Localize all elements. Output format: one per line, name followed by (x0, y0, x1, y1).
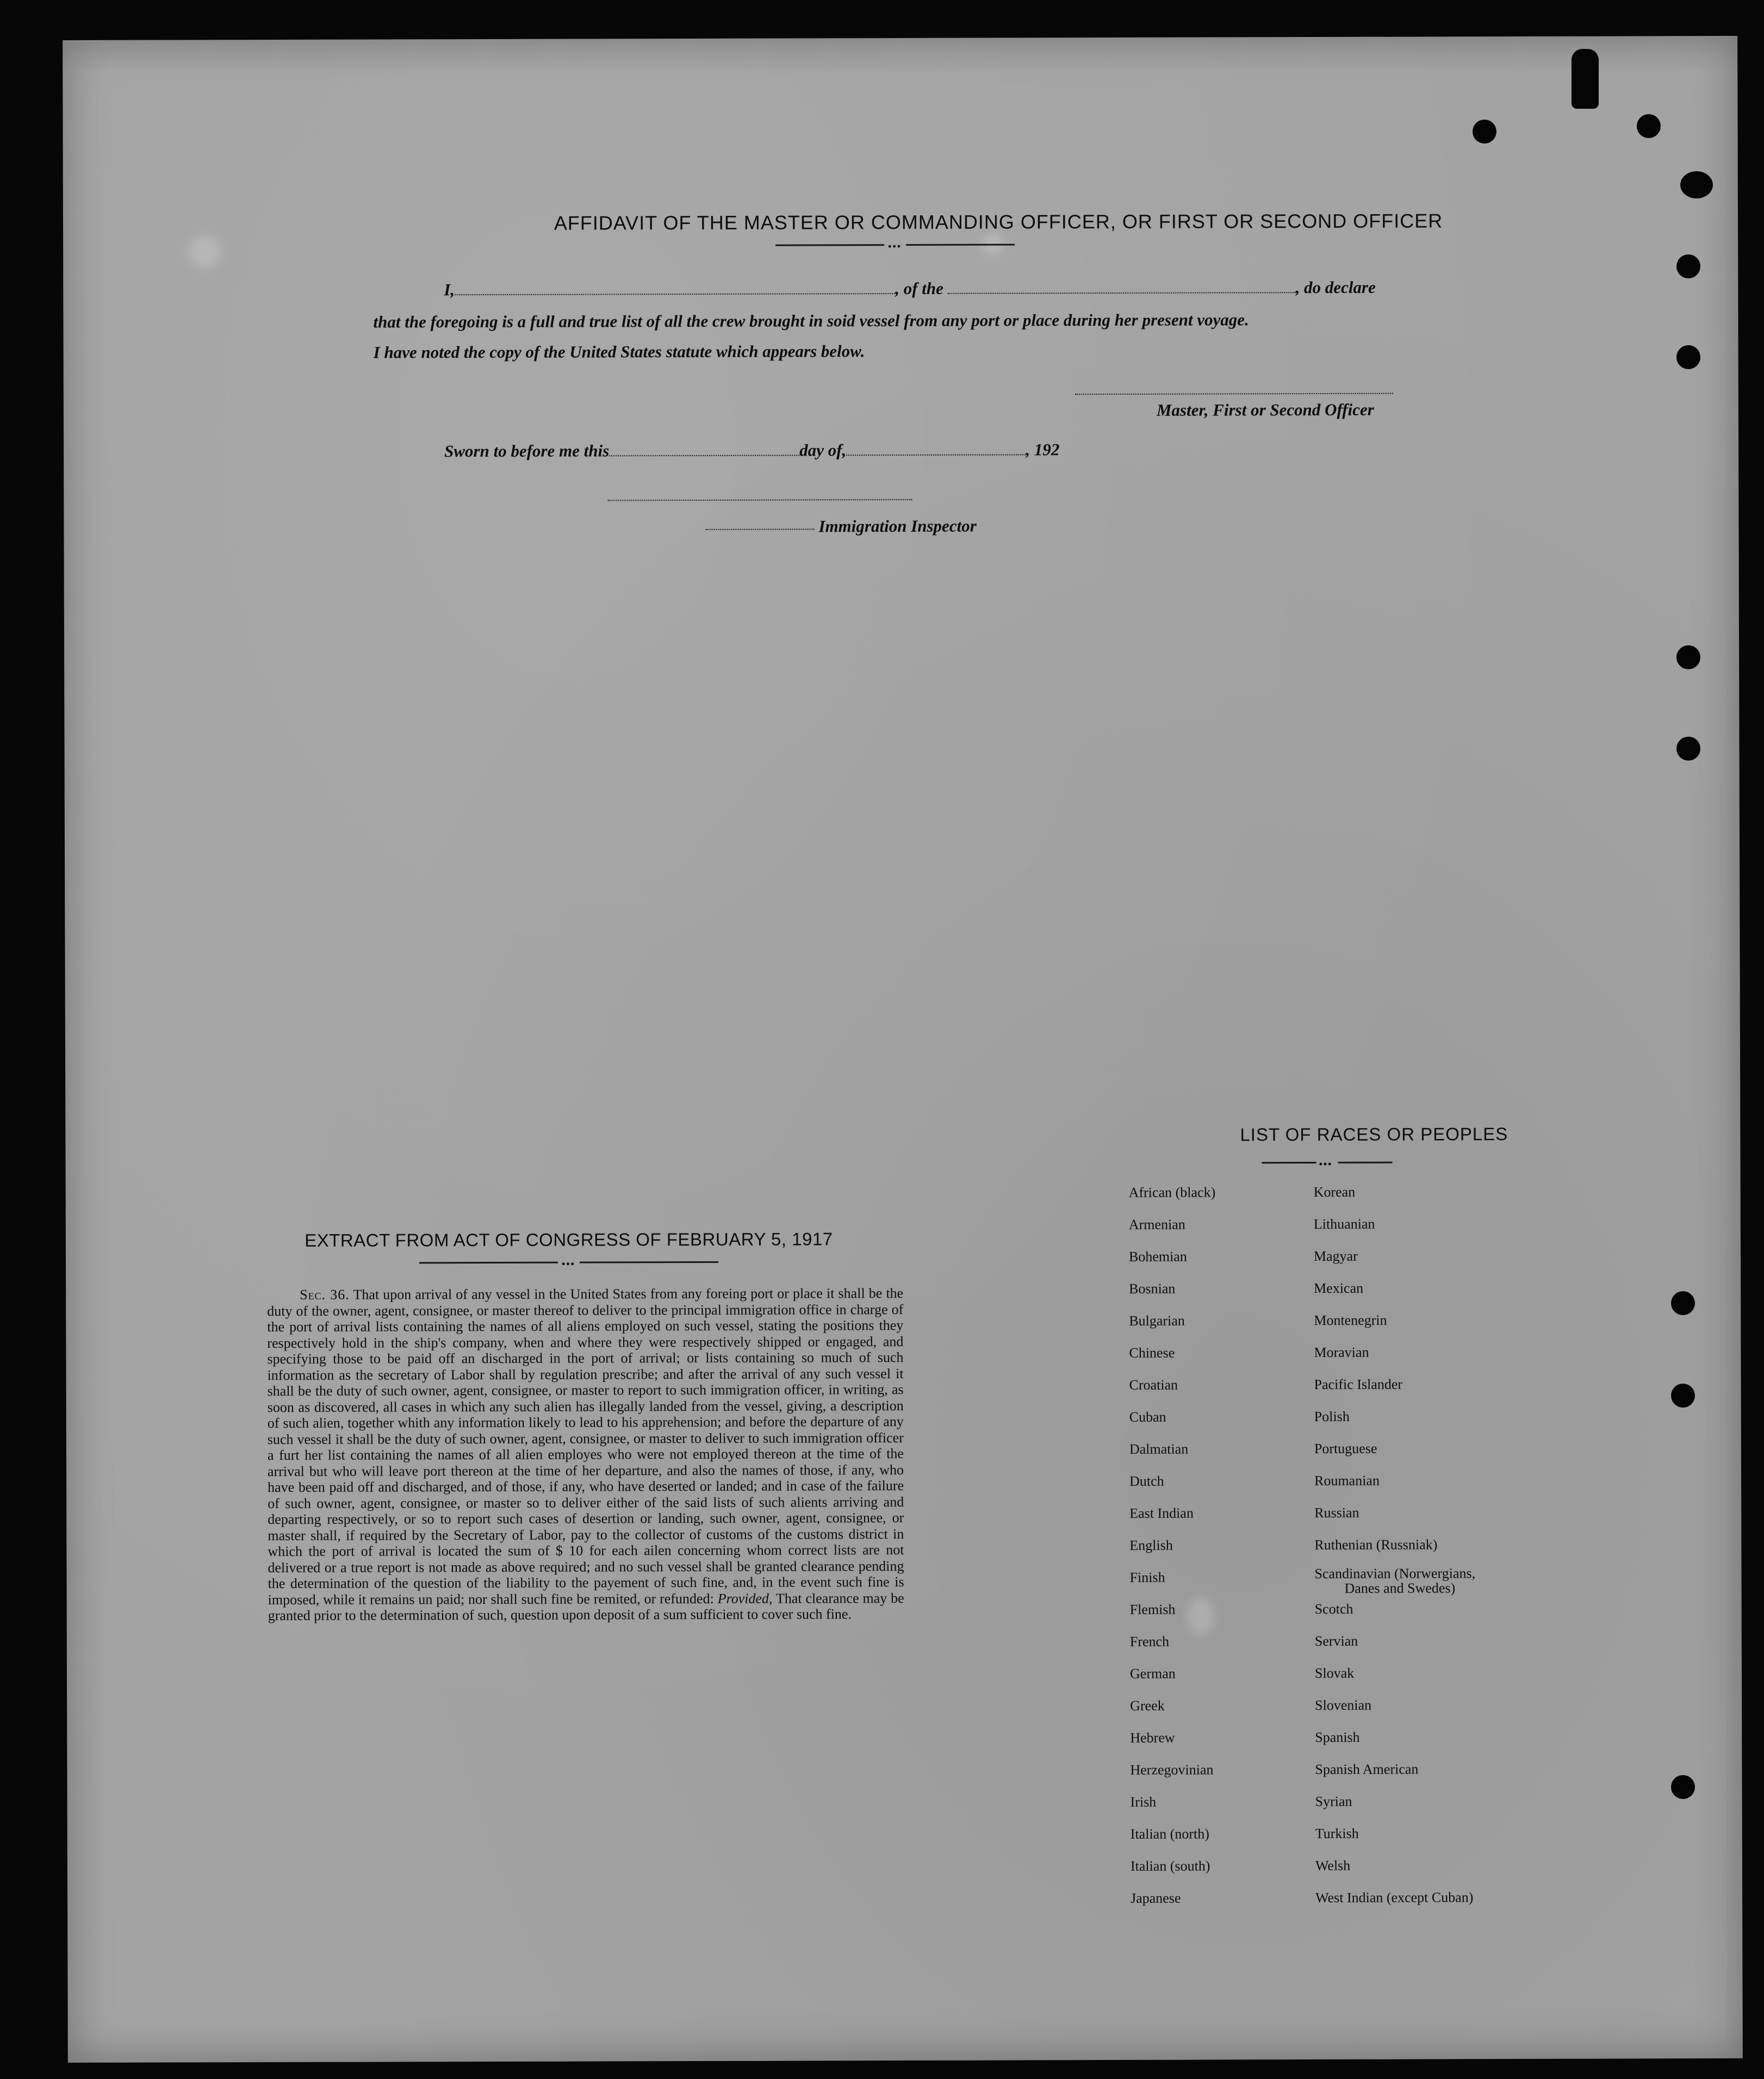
punch-hole (1680, 171, 1713, 198)
race-item: Pacific Islander (1314, 1376, 1403, 1393)
master-signature-line[interactable] (1075, 393, 1393, 395)
race-item: Spanish American (1315, 1761, 1419, 1778)
race-item: Turkish (1315, 1825, 1359, 1842)
sworn-day-field[interactable] (609, 454, 799, 456)
race-item: Scandinavian (Norwergians, (1314, 1565, 1476, 1582)
race-item: Bulgarian (1129, 1312, 1185, 1329)
affidavit-declare-label: , do declare (1295, 277, 1376, 297)
race-item: Russian (1314, 1504, 1359, 1521)
affidavit-ornament: ••• (775, 239, 1015, 250)
punch-hole (1637, 114, 1661, 138)
inspector-signature-line[interactable] (705, 528, 814, 530)
binding-clip (1572, 49, 1599, 109)
race-item: Polish (1314, 1408, 1350, 1425)
race-item: Montenegrin (1314, 1312, 1387, 1329)
race-item: Italian (south) (1130, 1858, 1210, 1874)
race-item: Chinese (1129, 1344, 1175, 1361)
extract-body (267, 1285, 904, 1624)
affidavit-line-2: that the foregoing is a full and true list of all the crew brought in soid vessel from any port or place during her present voyage. (373, 310, 1249, 332)
master-signature-caption: Master, First or Second Officer (1156, 400, 1374, 420)
sworn-year-label: , 192 (1026, 440, 1060, 459)
race-item: African (black) (1128, 1184, 1216, 1200)
race-item: Scotch (1314, 1601, 1353, 1617)
race-item: Bosnian (1129, 1280, 1176, 1297)
punch-hole (1473, 120, 1496, 144)
race-item: Herzegovinian (1130, 1761, 1214, 1778)
punch-hole (1676, 345, 1700, 369)
race-item: Armenian (1128, 1216, 1185, 1233)
affidavit-of-the-label: , of the (895, 278, 943, 298)
race-item: German (1129, 1665, 1176, 1682)
extract-title: EXTRACT FROM ACT OF CONGRESS OF FEBRUARY 5, 1917 (305, 1229, 833, 1250)
race-item: Hebrew (1130, 1729, 1175, 1746)
race-item: Dutch (1129, 1473, 1164, 1489)
race-item: Finish (1129, 1569, 1165, 1585)
race-item: Greek (1130, 1697, 1165, 1714)
extract-text-end: That clearance may be granted prior to the determination of such, question upon deposit of a sum sufficient to cover such fine. (268, 1590, 904, 1624)
vessel-name-field[interactable] (948, 291, 1296, 294)
sworn-month-field[interactable] (846, 453, 1026, 456)
races-column-left (1129, 1184, 1218, 1922)
punch-hole (1676, 645, 1700, 669)
race-item: East Indian (1129, 1505, 1194, 1521)
race-item: Servian (1314, 1633, 1358, 1649)
race-item: Moravian (1314, 1344, 1369, 1361)
race-item: Japanese (1131, 1890, 1181, 1906)
race-item: Lithuanian (1313, 1216, 1375, 1233)
race-item: Cuban (1129, 1409, 1166, 1425)
race-item: Spanish (1315, 1729, 1360, 1746)
declarant-name-field[interactable] (455, 292, 895, 295)
race-item: Croatian (1129, 1377, 1178, 1393)
affidavit-line-3: I have noted the copy of the United States statute which appears below. (373, 341, 865, 362)
punch-hole (1676, 737, 1700, 761)
races-column-right (1314, 1184, 1476, 1922)
race-item: Magyar (1313, 1248, 1358, 1265)
affidavit-title: AFFIDAVIT OF THE MASTER OR COMMANDING OFFICER, OR FIRST OR SECOND OFFICER (554, 209, 1443, 234)
race-item: English (1129, 1537, 1173, 1553)
race-item: Irish (1130, 1794, 1157, 1810)
provided-word: Provided, (717, 1590, 773, 1607)
affidavit-line-1 (444, 278, 1376, 300)
races-title: LIST OF RACES OR PEOPLES (1240, 1124, 1508, 1145)
punch-hole (1671, 1775, 1695, 1799)
sworn-line (444, 440, 1059, 461)
extract-ornament: ••• (419, 1256, 718, 1268)
inspector-signature-line-upper[interactable] (607, 499, 912, 501)
race-item: Korean (1313, 1184, 1356, 1200)
race-item: Bohemian (1128, 1248, 1187, 1265)
affidavit-i-label: I, (444, 280, 455, 300)
race-item: Syrian (1315, 1793, 1352, 1810)
manifest-sheet (63, 36, 1743, 2063)
inspector-caption: Immigration Inspector (818, 516, 977, 536)
race-item: Welsh (1315, 1857, 1351, 1874)
race-item: Mexican (1314, 1280, 1364, 1297)
race-item: Dalmatian (1129, 1441, 1189, 1457)
race-item: Danes and Swedes) (1344, 1580, 1456, 1596)
race-item: Slovak (1314, 1665, 1355, 1682)
race-item: Flemish (1129, 1601, 1176, 1617)
race-item: Portuguese (1314, 1440, 1377, 1457)
paper-stain (188, 235, 221, 268)
sworn-prefix: Sworn to before me this (444, 441, 610, 461)
sworn-day-label: day of, (799, 440, 847, 460)
race-item: French (1129, 1633, 1170, 1649)
race-item: West Indian (except Cuban) (1315, 1889, 1474, 1906)
punch-hole (1671, 1291, 1695, 1315)
race-item: Roumanian (1314, 1472, 1380, 1489)
race-item: Ruthenian (Russniak) (1314, 1536, 1438, 1553)
race-item: Italian (north) (1130, 1826, 1209, 1842)
race-item: Slovenian (1315, 1697, 1372, 1714)
punch-hole (1676, 254, 1700, 278)
punch-hole (1671, 1384, 1695, 1408)
extract-text: That upon arrival of any vessel in the United States from any foreing port or place it shall be the duty of the owner, agent, consignee, or master thereof to deliver to the principal immigration office in charge of the port of arrival lists containing the names of all aliens employed on such vessel, stating the positions they respectively hold in the ship's company, when and where they were respectively shipped or engaged, and specifying those to be paid off an discharged in the port of arrival; or lists containing so much of such information as the secretary of Labor shall by regulation prescribe; and after the arrival of any such vessel it shall be the duty of such owner, agent, consignee, or master to report to such immigration officer, in writing, as soon as discovered, all cases in which any such alien has illegally landed from the vessel, giving, a description of such alien, together whith any information likely to lead to his apprehension; and before the departure of any such vessel it shall be the duty of such owner, agent, consignee, or master to deliver to such immigration officer a furt her list containing the names of all alien employes who were not employed thereon at the time of the arrival but who will leave port thereon at the time of her departure, and also the names of those, if any, who have been paid off and discharged, and of those, if any, who have deserted or landed; and in case of the failure of such owner, agent, consignee, or master so to deliver either of the said lists of such alients arriving and departing respectively, or so to report such cases of desertion or landing, such owner, agent, consignee, or master shall, if required by the Secretary of Labor, pay to the collector of customs of the customs district in which the port of arrival is located the sum of $ 10 for each ailen concerning whom correct lists are not delivered or a true report is not made as above required; and no such vessel shall be granted clearance pending the determination of the question of the liability to the payement of such fine, and, in the event such fine is imposed, while it remains un paid; nor shall such fine be remited, or refunded: (267, 1285, 904, 1608)
section-label: Sec. 36. (300, 1286, 350, 1303)
races-ornament: ••• (1262, 1157, 1393, 1168)
